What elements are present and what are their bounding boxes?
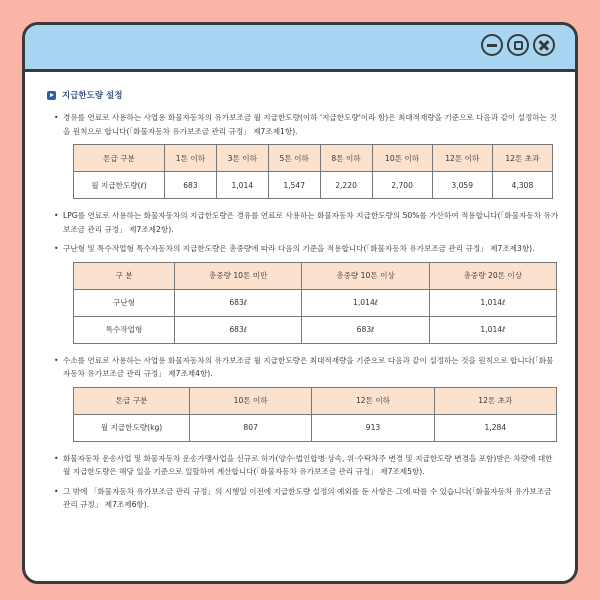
title-bar	[25, 25, 575, 72]
close-icon[interactable]	[533, 34, 555, 56]
table-header: 12톤 이하	[432, 145, 492, 172]
paragraph-hydrogen: • 수소를 연료로 사용하는 사업용 화물자동차의 유가보조금 월 지급한도량은 최대적재량을 기준으로 다음과 같이 설정하는 것을 원칙으로 합니다(「화물자동차 유가보조금 관리 규정」 제7조제4항).	[47, 354, 559, 381]
table-header-row	[74, 387, 557, 414]
table-header: 총중량 10톤 미만	[175, 262, 302, 289]
table-header-row	[74, 262, 557, 289]
table-cell: 1,547	[268, 172, 320, 199]
table-cell: 683	[165, 172, 217, 199]
minimize-icon[interactable]	[481, 34, 503, 56]
table-cell: 1,014ℓ	[302, 289, 429, 316]
table-row	[74, 316, 557, 343]
table-cell: 1,014	[216, 172, 268, 199]
paragraph-diesel: • 경유를 연료로 사용하는 사업용 화물자동차의 유가보조금 월 지급한도량(이하 '지급한도량'이라 함)은 최대적재량을 기준으로 다음과 같이 설정하는 것을 원칙으로 합니다(「화물자동차 유가보조금 관리 규정」 제7조제1항).	[47, 111, 559, 138]
maximize-icon[interactable]	[507, 34, 529, 56]
table-cell: 구난형	[74, 289, 175, 316]
section-marker-icon	[47, 91, 56, 100]
table-cell: 3,059	[432, 172, 492, 199]
table-header: 톤급 구분	[74, 145, 165, 172]
table-header: 5톤 이하	[268, 145, 320, 172]
table-cell: 1,284	[434, 414, 556, 441]
table-cell: 월 지급한도량(ℓ)	[74, 172, 165, 199]
table-cell: 2,220	[320, 172, 372, 199]
table-cell: 1,014ℓ	[429, 316, 556, 343]
table-header: 톤급 구분	[74, 387, 190, 414]
paragraph-exceptions: • 그 밖에 「화물자동차 유가보조금 관리 규정」의 시행일 이전에 지급한도량 설정의 예외를 둔 사항은 그에 따를 수 있습니다(「화물자동차 유가보조금 관리 규정」 제7조제6항).	[47, 485, 559, 512]
special-vehicle-table	[73, 262, 557, 344]
table-header: 1톤 이하	[165, 145, 217, 172]
table-cell: 807	[190, 414, 312, 441]
table-header: 10톤 이하	[190, 387, 312, 414]
table-header: 8톤 이하	[320, 145, 372, 172]
table-header: 총중량 20톤 이상	[429, 262, 556, 289]
table-header: 12톤 이하	[312, 387, 434, 414]
section-title: 지급한도량 설정	[62, 91, 123, 101]
table-header-row	[74, 145, 553, 172]
document-content	[47, 89, 559, 518]
paragraph-lpg: • LPG를 연료로 사용하는 화물자동차의 지급한도량은 경유를 연료로 사용하는 화물자동차 지급한도량의 50%를 가산하여 적용합니다(「화물자동차 유가보조금 관리 규정」 제7조제2항).	[47, 209, 559, 236]
table-header: 구 분	[74, 262, 175, 289]
table-cell: 4,308	[492, 172, 552, 199]
table-cell: 683ℓ	[302, 316, 429, 343]
table-header: 3톤 이하	[216, 145, 268, 172]
browser-window	[22, 22, 578, 584]
table-cell: 1,014ℓ	[429, 289, 556, 316]
table-cell: 683ℓ	[175, 316, 302, 343]
table-header: 12톤 초과	[434, 387, 556, 414]
table-cell: 월 지급한도량(kg)	[74, 414, 190, 441]
table-row	[74, 289, 557, 316]
table-header: 총중량 10톤 이상	[302, 262, 429, 289]
paragraph-new-permit: • 화물자동차 운송사업 및 화물자동차 운송가맹사업을 신규로 허가(양수·법인합병·상속, 위·수탁차주 변경 및 지급한도량 변경을 포함)받은 차량에 대한 월 지급한도량은 해당 일을 기준으로 일할하여 계산합니다(「화물자동차 유가보조금 관리 규정」 제7조제5항).	[47, 452, 559, 479]
section-heading	[47, 89, 559, 101]
table-header: 10톤 이하	[372, 145, 432, 172]
paragraph-special-vehicle: • 구난형 및 특수작업형 특수자동차의 지급한도량은 총중량에 따라 다음의 기준을 적용합니다(「화물자동차 유가보조금 관리 규정」 제7조제3항).	[47, 242, 559, 256]
table-cell: 683ℓ	[175, 289, 302, 316]
hydrogen-limit-table	[73, 387, 557, 442]
table-row	[74, 172, 553, 199]
table-cell: 특수작업형	[74, 316, 175, 343]
table-row	[74, 414, 557, 441]
table-header: 12톤 초과	[492, 145, 552, 172]
table-cell: 913	[312, 414, 434, 441]
diesel-limit-table	[73, 144, 553, 199]
table-cell: 2,700	[372, 172, 432, 199]
